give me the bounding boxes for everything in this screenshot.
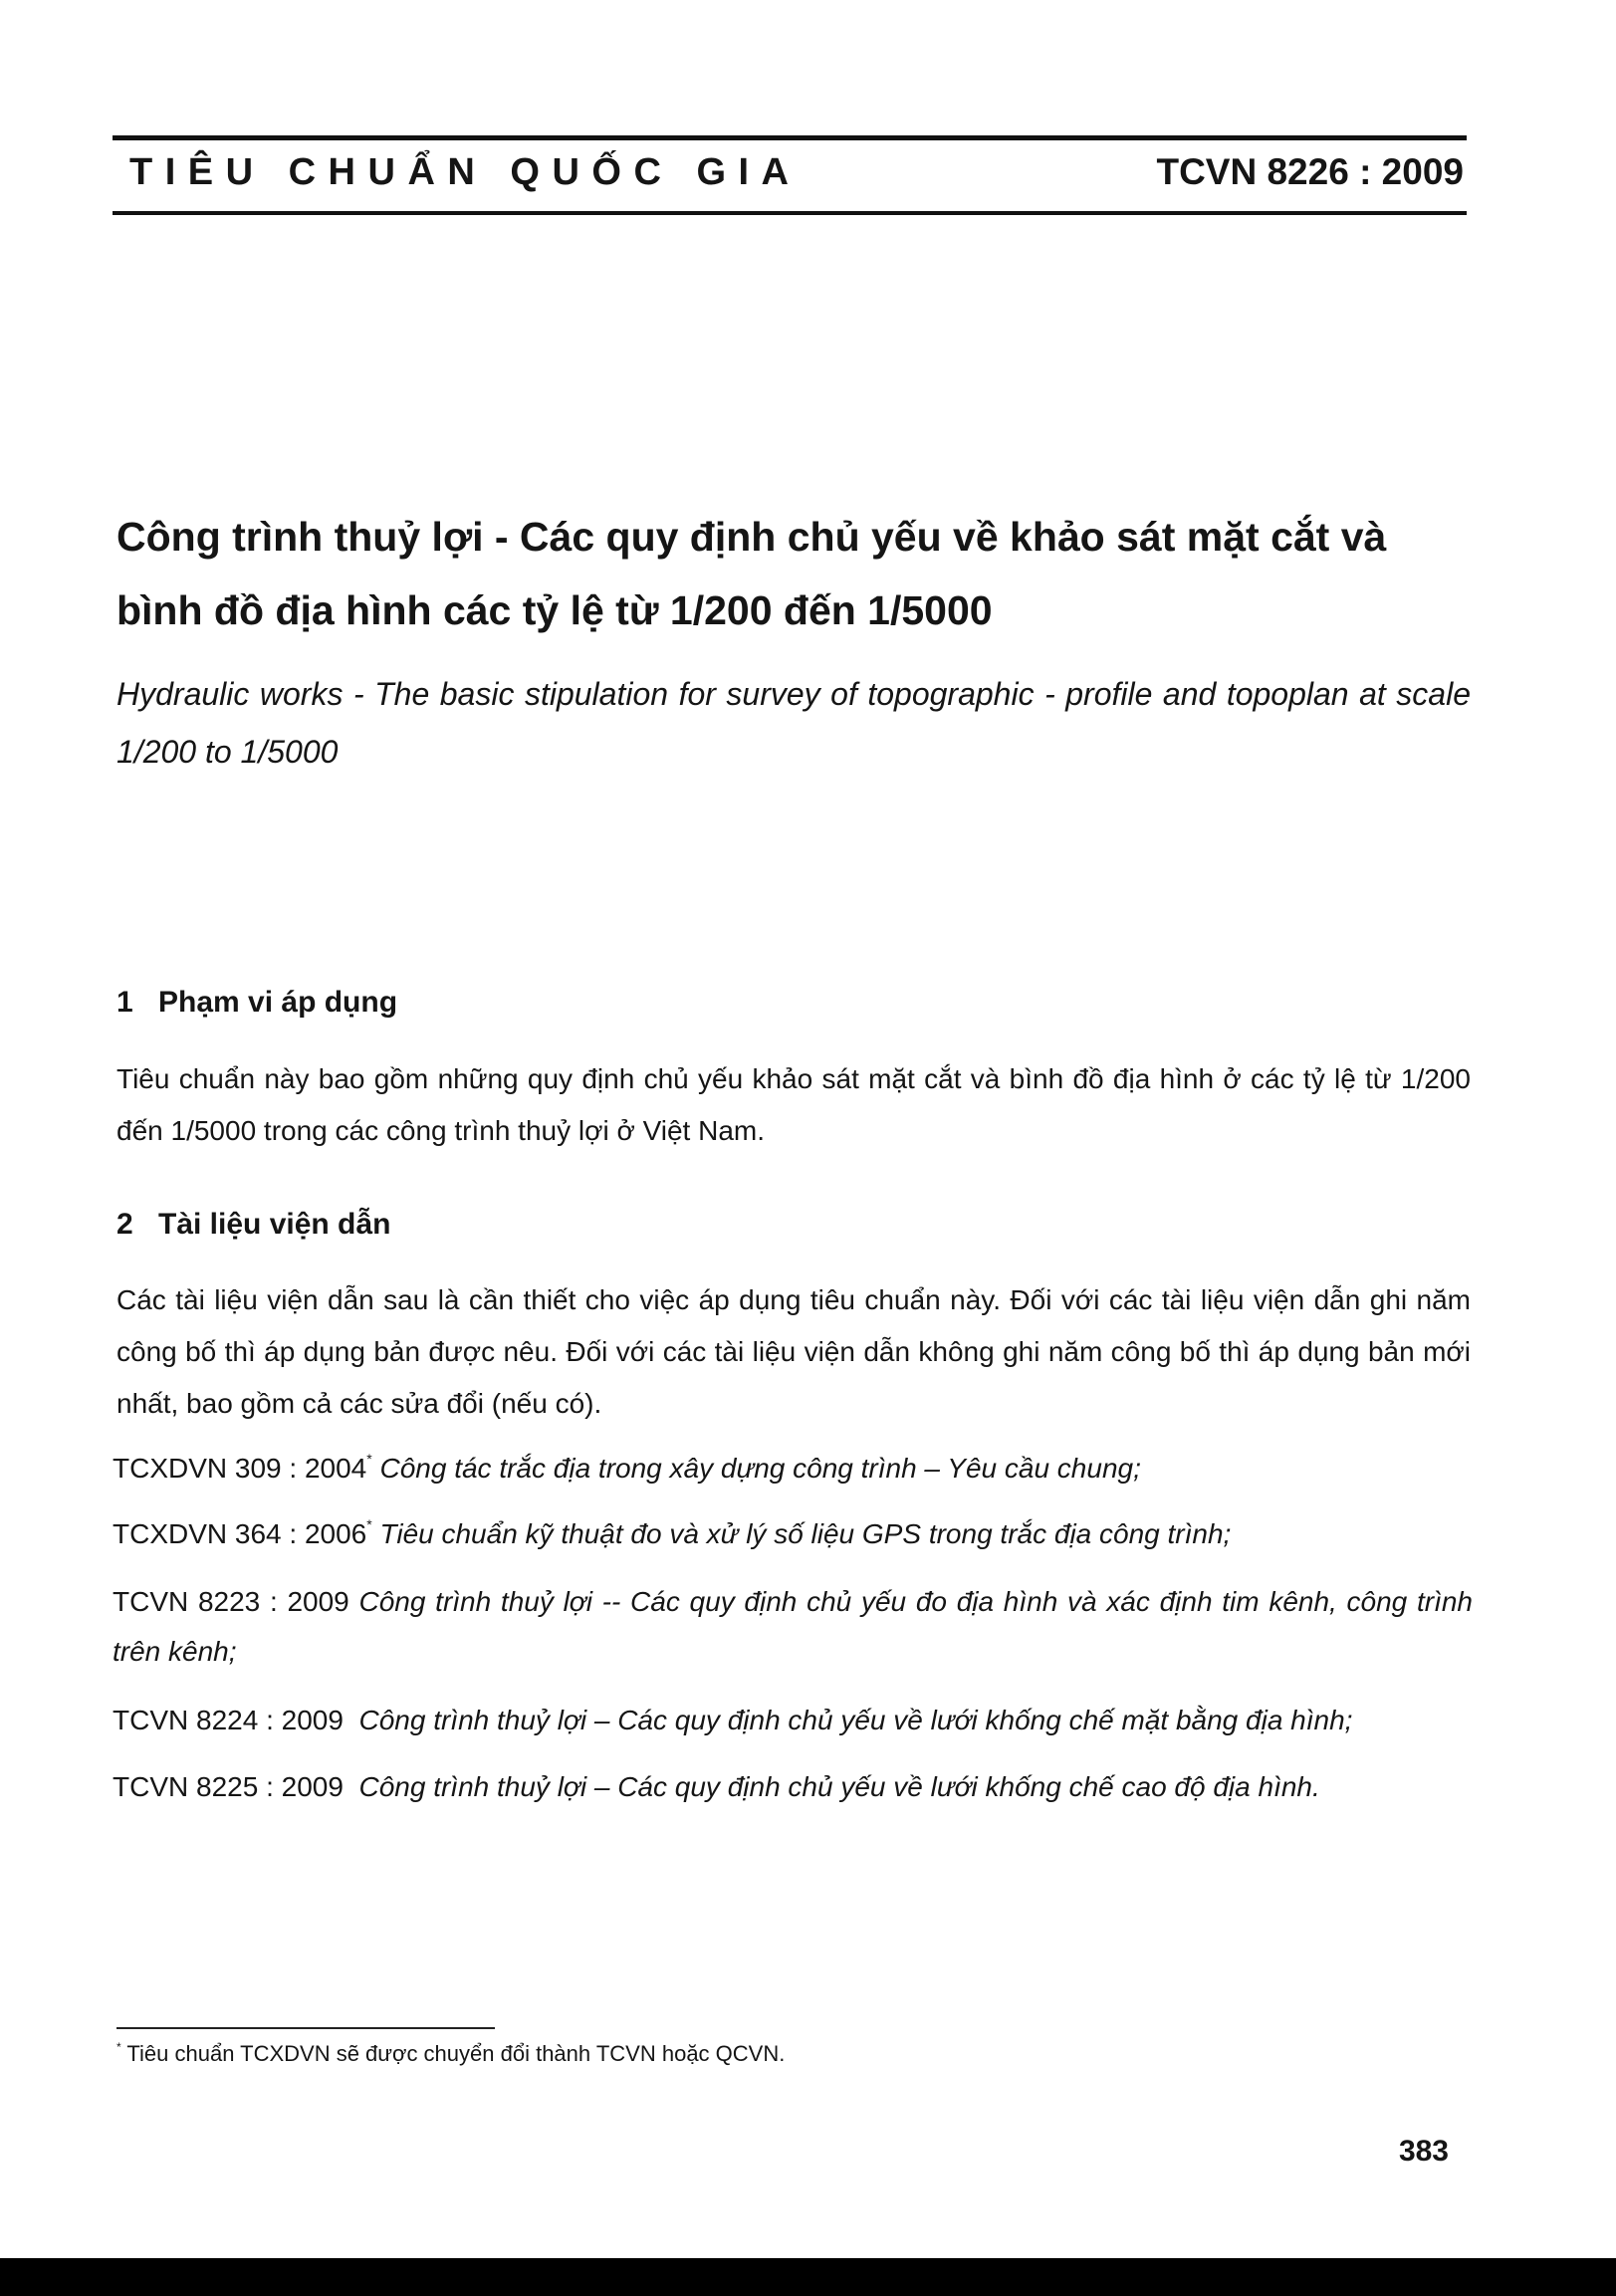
reference-code: TCVN 8225 : 2009 (113, 1771, 344, 1802)
header-rule-bottom (113, 211, 1467, 215)
section-heading-scope (116, 986, 1471, 1020)
reference-code: TCXDVN 309 : 2004 (113, 1453, 367, 1484)
reference-footnote-mark: * (366, 1451, 372, 1467)
document-title: Công trình thuỷ lợi - Các quy định chủ yếu về khảo sát mặt cắt và bình đồ địa hình các tỷ lệ từ 1/200 đến 1/5000 (116, 514, 1387, 633)
reference-code: TCVN 8224 : 2009 (113, 1705, 344, 1735)
reference-code: TCXDVN 364 : 2006 (113, 1518, 367, 1549)
footnote (116, 2041, 785, 2067)
reference-title: Công tác trắc địa trong xây dựng công trình – Yêu cầu chung; (379, 1453, 1141, 1484)
reference-item (113, 1509, 1473, 1559)
footnote-divider (116, 2027, 495, 2029)
section-number: 2 (116, 1208, 133, 1241)
page-number: 383 (1398, 2135, 1449, 2168)
footnote-mark: * (116, 2040, 121, 2054)
reference-item (113, 1696, 1473, 1745)
reference-item (113, 1762, 1473, 1812)
header-standard-code: TCVN 8226 : 2009 (1156, 151, 1464, 192)
reference-title: Công trình thuỷ lợi – Các quy định chủ yếu về lưới khống chế cao độ địa hình. (358, 1771, 1320, 1802)
reference-item (113, 1444, 1473, 1493)
scan-border-bottom (0, 2258, 1616, 2296)
header-rule-top (113, 135, 1467, 140)
reference-title: Công trình thuỷ lợi -- Các quy định chủ yếu đo địa hình và xác định tim kênh, công trình trên kênh; (113, 1586, 1474, 1667)
section-body-references: Các tài liệu viện dẫn sau là cần thiết cho việc áp dụng tiêu chuẩn này. Đối với các tài liệu viện dẫn ghi năm công bố thì áp dụng bản được nêu. Đối với các tài liệu viện dẫn không ghi năm công bố thì áp dụng bản mới nhất, bao gồm cả các sửa đổi (nếu có). (116, 1284, 1471, 1419)
footnote-text: Tiêu chuẩn TCXDVN sẽ được chuyển đổi thành TCVN hoặc QCVN. (126, 2041, 786, 2066)
section-title: Tài liệu viện dẫn (158, 1208, 391, 1241)
section-heading-references (116, 1208, 1471, 1242)
section-number: 1 (116, 986, 133, 1019)
reference-code: TCVN 8223 : 2009 (113, 1586, 349, 1617)
reference-footnote-mark: * (366, 1516, 372, 1532)
header-standard-type: TIÊU CHUẨN QUỐC GIA (129, 151, 802, 193)
section-title: Phạm vi áp dụng (158, 986, 398, 1019)
reference-title: Tiêu chuẩn kỹ thuật đo và xử lý số liệu GPS trong trắc địa công trình; (379, 1518, 1232, 1549)
document-subtitle-english: Hydraulic works - The basic stipulation for survey of topographic - profile and topoplan at scale 1/200 to 1/5000 (116, 676, 1471, 770)
reference-item (113, 1577, 1473, 1677)
section-body-scope: Tiêu chuẩn này bao gồm những quy định chủ yếu khảo sát mặt cắt và bình đồ địa hình ở các tỷ lệ từ 1/200 đến 1/5000 trong các công trình thuỷ lợi ở Việt Nam. (116, 1063, 1471, 1146)
reference-title: Công trình thuỷ lợi – Các quy định chủ yếu về lưới khống chế mặt bằng địa hình; (358, 1705, 1353, 1735)
